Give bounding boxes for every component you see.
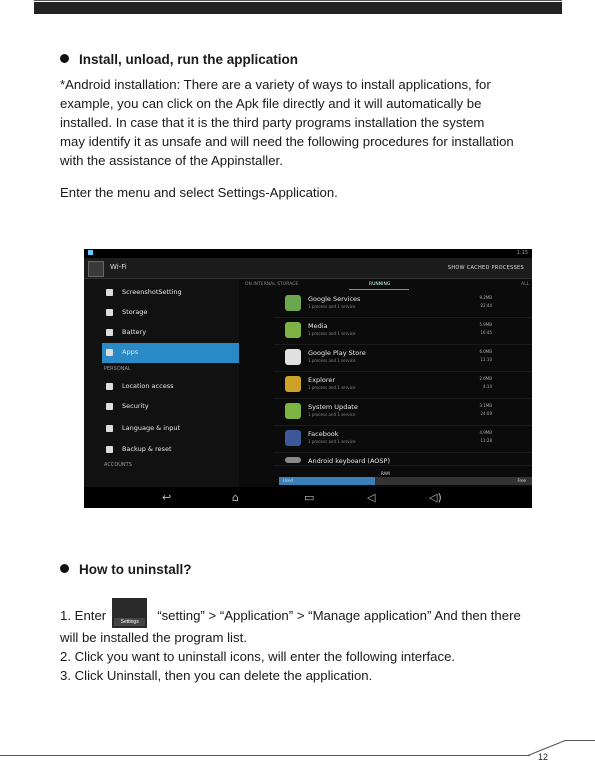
- explorer-icon: [285, 376, 301, 392]
- bullet-icon: [60, 54, 69, 63]
- nav-item-screenshot[interactable]: ScreenshotSetting: [102, 283, 239, 303]
- section-accounts: ACCOUNTS: [104, 462, 132, 468]
- list-item[interactable]: Android keyboard (AOSP): [274, 453, 532, 466]
- settings-nav: [84, 279, 239, 489]
- nav-item-battery[interactable]: Battery: [102, 323, 239, 343]
- nav-item-location[interactable]: Location access: [102, 377, 239, 397]
- nav-item-storage[interactable]: Storage: [102, 303, 239, 323]
- notification-icon: [88, 250, 93, 255]
- tab-all[interactable]: ALL: [521, 282, 530, 287]
- camera-icon: [106, 289, 113, 296]
- list-item[interactable]: Google Services 1 process and 1 service 9.2MB 22:44: [274, 291, 532, 318]
- recent-apps-icon[interactable]: ▭: [304, 491, 315, 504]
- page-number: 12: [538, 752, 549, 762]
- system-update-icon: [285, 403, 301, 419]
- nav-item-security[interactable]: Security: [102, 397, 239, 417]
- volume-down-icon[interactable]: ◁: [367, 491, 376, 504]
- status-bar: 1:15: [84, 249, 532, 258]
- install-heading: Install, unload, run the application: [60, 52, 298, 67]
- footer-rule: [0, 755, 530, 756]
- keyboard-icon: [285, 457, 301, 463]
- uninstall-steps: 1. Enter Settings “setting” > “Application” > “Manage application” And then there will be installed the program list. 2. Click you want to uninstall icons, will enter the following interface. 3. Click Uninstall, then you can delete the application.: [60, 598, 570, 685]
- section-personal: PERSONAL: [104, 366, 131, 372]
- tab-underline: [349, 289, 409, 290]
- show-cached-processes-button[interactable]: SHOW CACHED PROCESSES: [447, 265, 524, 271]
- lock-icon: [106, 403, 113, 410]
- menu-instruction: Enter the menu and select Settings-Application.: [60, 185, 338, 200]
- list-item[interactable]: Facebook 1 process and 1 service 4.9MB 11:28: [274, 426, 532, 453]
- storage-icon: [106, 309, 113, 316]
- nav-item-language[interactable]: Language & input: [102, 419, 239, 439]
- settings-screenshot: [84, 249, 532, 508]
- system-nav-bar: [84, 487, 532, 508]
- language-icon: [106, 425, 113, 432]
- tab-running[interactable]: RUNNING: [369, 282, 391, 287]
- play-store-icon: [285, 349, 301, 365]
- header-rule: [34, 0, 562, 1]
- tab-internal-storage[interactable]: ON INTERNAL STORAGE: [245, 282, 299, 287]
- nav-item-backup[interactable]: Backup & reset: [102, 440, 239, 460]
- backup-icon: [106, 446, 113, 453]
- running-apps-list: [274, 291, 532, 504]
- nav-item-apps[interactable]: Apps: [102, 343, 239, 363]
- apps-icon: [106, 349, 113, 356]
- footer-rule-right: [565, 740, 595, 741]
- list-item[interactable]: Media 1 process and 1 service 5.9MB 16:45: [274, 318, 532, 345]
- android-icon: [285, 295, 301, 311]
- settings-app-icon: [88, 261, 104, 277]
- back-icon[interactable]: ↩: [162, 491, 172, 504]
- ram-usage-bar: Used RAM Free: [279, 477, 532, 485]
- facebook-icon: [285, 430, 301, 446]
- install-paragraph: *Android installation: There are a variety of ways to install applications, for example, you can click on the Apk file directly and it will automatically be installed. In case that it is the third party programs installation the system may identify it as unsafe and will need the following procedures for installation with the assistance of the Appinstaller.: [60, 77, 514, 168]
- home-icon[interactable]: ⌂: [232, 491, 239, 504]
- volume-up-icon[interactable]: ◁): [429, 491, 442, 504]
- android-icon: [285, 322, 301, 338]
- list-item[interactable]: Explorer 1 process and 1 service 2.6MB 4:14: [274, 372, 532, 399]
- uninstall-heading: How to uninstall?: [60, 562, 192, 577]
- tab-strip: [239, 279, 532, 291]
- ram-used-fill: [279, 477, 375, 485]
- settings-icon: Settings: [112, 598, 147, 628]
- action-bar: Wi-Fi SHOW CACHED PROCESSES: [84, 258, 532, 279]
- list-item[interactable]: Google Play Store 1 process and 1 service 6.0MB 11:10: [274, 345, 532, 372]
- list-item[interactable]: System Update 1 process and 1 service 3.1MB 24:09: [274, 399, 532, 426]
- location-icon: [106, 383, 113, 390]
- bullet-icon: [60, 564, 69, 573]
- header-bar: [34, 2, 562, 14]
- step-1: 1. Enter Settings “setting” > “Application” > “Manage application” And then there: [60, 598, 570, 628]
- battery-icon: [106, 329, 113, 336]
